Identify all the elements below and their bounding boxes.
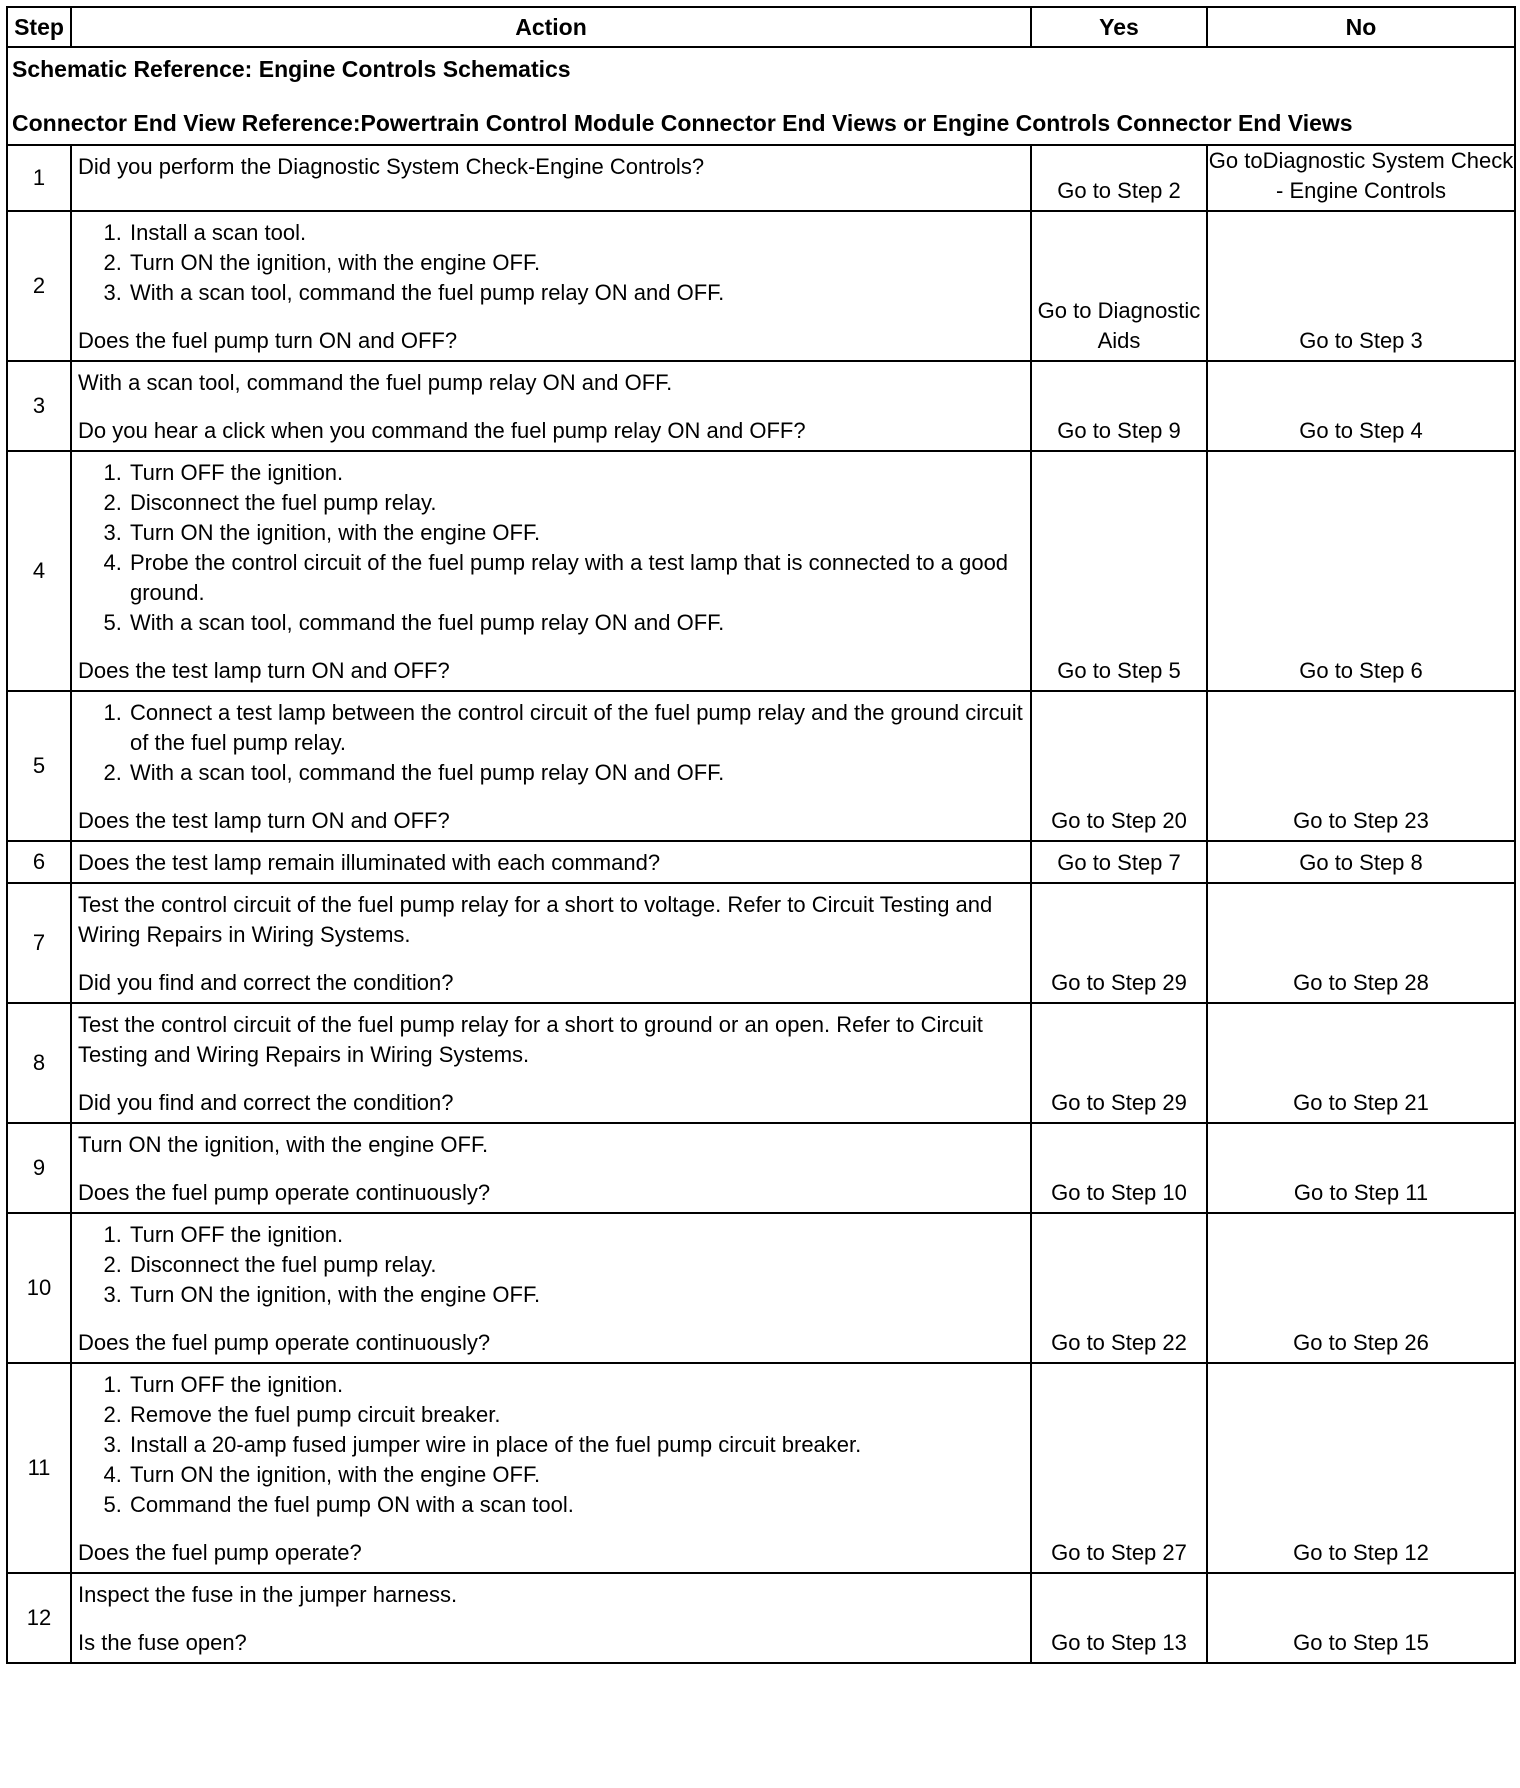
action-question: Does the fuel pump operate continuously? [78, 1330, 491, 1355]
no-result: Go to Step 3 [1207, 211, 1515, 361]
action-step-item: 3. Install a 20-amp fused jumper wire in place of the fuel pump circuit breaker. [128, 1430, 1024, 1460]
action-step-item: 5. With a scan tool, command the fuel pump relay ON and OFF. [128, 608, 1024, 638]
action-cell [71, 1363, 1031, 1573]
action-step-item: 1. Install a scan tool. [128, 218, 1024, 248]
action-step-item: 3. With a scan tool, command the fuel pump relay ON and OFF. [128, 278, 1024, 308]
action-step-item: 5. Command the fuel pump ON with a scan tool. [128, 1490, 1024, 1520]
step-number: 12 [7, 1573, 71, 1663]
table-row [7, 1363, 1515, 1573]
yes-result: Go to Step 13 [1031, 1573, 1207, 1663]
table-row [7, 883, 1515, 1003]
action-step-item: 1. Turn OFF the ignition. [128, 1370, 1024, 1400]
action-cell [71, 1573, 1031, 1663]
no-result: Go to Step 6 [1207, 451, 1515, 691]
no-result: Go to Step 21 [1207, 1003, 1515, 1123]
no-result: Go to Step 26 [1207, 1213, 1515, 1363]
action-step-item: 2. Remove the fuel pump circuit breaker. [128, 1400, 1024, 1430]
table-row [7, 145, 1515, 211]
action-text: With a scan tool, command the fuel pump relay ON and OFF. [78, 370, 673, 395]
step-number: 7 [7, 883, 71, 1003]
diagnostic-table-sheet [6, 6, 1514, 1664]
action-text: Did you perform the Diagnostic System Check-Engine Controls? [78, 154, 705, 179]
header-row [7, 7, 1515, 47]
action-cell [71, 841, 1031, 883]
step-number: 2 [7, 211, 71, 361]
action-text: Test the control circuit of the fuel pump relay for a short to ground or an open. Refer to Circuit Testing and Wiring Repairs in Wiring Systems. [78, 1012, 983, 1067]
action-steps-list [78, 218, 1024, 308]
no-result: Go toDiagnostic System Check - Engine Controls [1207, 145, 1515, 211]
no-result: Go to Step 15 [1207, 1573, 1515, 1663]
no-result: Go to Step 12 [1207, 1363, 1515, 1573]
step-number: 11 [7, 1363, 71, 1573]
action-steps-list [78, 1220, 1024, 1310]
step-number: 3 [7, 361, 71, 451]
no-result: Go to Step 4 [1207, 361, 1515, 451]
yes-result: Go to Step 27 [1031, 1363, 1207, 1573]
yes-result: Go to Step 9 [1031, 361, 1207, 451]
yes-result: Go to Step 29 [1031, 883, 1207, 1003]
reference-row [7, 47, 1515, 145]
action-steps-list [78, 458, 1024, 638]
action-step-item: 1. Connect a test lamp between the control circuit of the fuel pump relay and the ground circuit of the fuel pump relay. [128, 698, 1024, 758]
action-text: Test the control circuit of the fuel pump relay for a short to voltage. Refer to Circuit Testing and Wiring Repairs in Wiring Systems. [78, 892, 993, 947]
action-text: Inspect the fuse in the jumper harness. [78, 1582, 458, 1607]
action-cell [71, 145, 1031, 211]
action-step-item: 2. Disconnect the fuel pump relay. [128, 1250, 1024, 1280]
action-question: Does the fuel pump operate continuously? [78, 1180, 491, 1205]
action-cell [71, 361, 1031, 451]
action-question: Does the fuel pump operate? [78, 1540, 362, 1565]
action-cell [71, 691, 1031, 841]
header-yes: Yes [1031, 7, 1207, 47]
schematic-reference: Schematic Reference: Engine Controls Schematics [12, 56, 571, 82]
action-question: Did you find and correct the condition? [78, 970, 454, 995]
no-result: Go to Step 28 [1207, 883, 1515, 1003]
table-row [7, 451, 1515, 691]
no-result: Go to Step 8 [1207, 841, 1515, 883]
no-result: Go to Step 11 [1207, 1123, 1515, 1213]
step-number: 6 [7, 841, 71, 883]
action-step-item: 4. Turn ON the ignition, with the engine OFF. [128, 1460, 1024, 1490]
table-row [7, 1573, 1515, 1663]
table-row [7, 1123, 1515, 1213]
action-step-item: 1. Turn OFF the ignition. [128, 1220, 1024, 1250]
action-cell [71, 1213, 1031, 1363]
header-step: Step [7, 7, 71, 47]
action-text: Does the test lamp remain illuminated with each command? [78, 850, 661, 875]
action-cell [71, 211, 1031, 361]
action-step-item: 1. Turn OFF the ignition. [128, 458, 1024, 488]
action-step-item: 3. Turn ON the ignition, with the engine OFF. [128, 1280, 1024, 1310]
action-step-item: 3. Turn ON the ignition, with the engine OFF. [128, 518, 1024, 548]
action-cell [71, 1123, 1031, 1213]
action-question: Did you find and correct the condition? [78, 1090, 454, 1115]
table-row [7, 691, 1515, 841]
no-result: Go to Step 23 [1207, 691, 1515, 841]
yes-result: Go to Step 20 [1031, 691, 1207, 841]
yes-result: Go to Step 22 [1031, 1213, 1207, 1363]
yes-result: Go to Step 5 [1031, 451, 1207, 691]
header-no: No [1207, 7, 1515, 47]
action-question: Does the test lamp turn ON and OFF? [78, 808, 450, 833]
table-row [7, 1003, 1515, 1123]
step-number: 10 [7, 1213, 71, 1363]
step-number: 4 [7, 451, 71, 691]
yes-result: Go to Step 2 [1031, 145, 1207, 211]
yes-result: Go to Step 10 [1031, 1123, 1207, 1213]
table-row [7, 211, 1515, 361]
action-steps-list [78, 1370, 1024, 1520]
table-row [7, 841, 1515, 883]
reference-cell [7, 47, 1515, 145]
diagnostic-table [6, 6, 1516, 1664]
step-number: 5 [7, 691, 71, 841]
action-step-item: 4. Probe the control circuit of the fuel pump relay with a test lamp that is connected to a good ground. [128, 548, 1024, 608]
action-question: Does the test lamp turn ON and OFF? [78, 658, 450, 683]
action-question: Do you hear a click when you command the fuel pump relay ON and OFF? [78, 418, 806, 443]
yes-result: Go to Step 7 [1031, 841, 1207, 883]
action-cell [71, 883, 1031, 1003]
table-row [7, 361, 1515, 451]
yes-result: Go to Diagnostic Aids [1031, 211, 1207, 361]
action-question: Does the fuel pump turn ON and OFF? [78, 328, 458, 353]
table-body [7, 47, 1515, 1663]
connector-reference: Connector End View Reference:Powertrain Control Module Connector End Views or Engine Controls Connector End Views [12, 110, 1353, 136]
step-number: 8 [7, 1003, 71, 1123]
action-step-item: 2. With a scan tool, command the fuel pump relay ON and OFF. [128, 758, 1024, 788]
step-number: 9 [7, 1123, 71, 1213]
action-step-item: 2. Disconnect the fuel pump relay. [128, 488, 1024, 518]
step-number: 1 [7, 145, 71, 211]
action-cell [71, 451, 1031, 691]
action-text: Turn ON the ignition, with the engine OFF. [78, 1132, 489, 1157]
header-action: Action [71, 7, 1031, 47]
table-row [7, 1213, 1515, 1363]
action-cell [71, 1003, 1031, 1123]
action-question: Is the fuse open? [78, 1630, 247, 1655]
action-step-item: 2. Turn ON the ignition, with the engine OFF. [128, 248, 1024, 278]
action-steps-list [78, 698, 1024, 788]
yes-result: Go to Step 29 [1031, 1003, 1207, 1123]
